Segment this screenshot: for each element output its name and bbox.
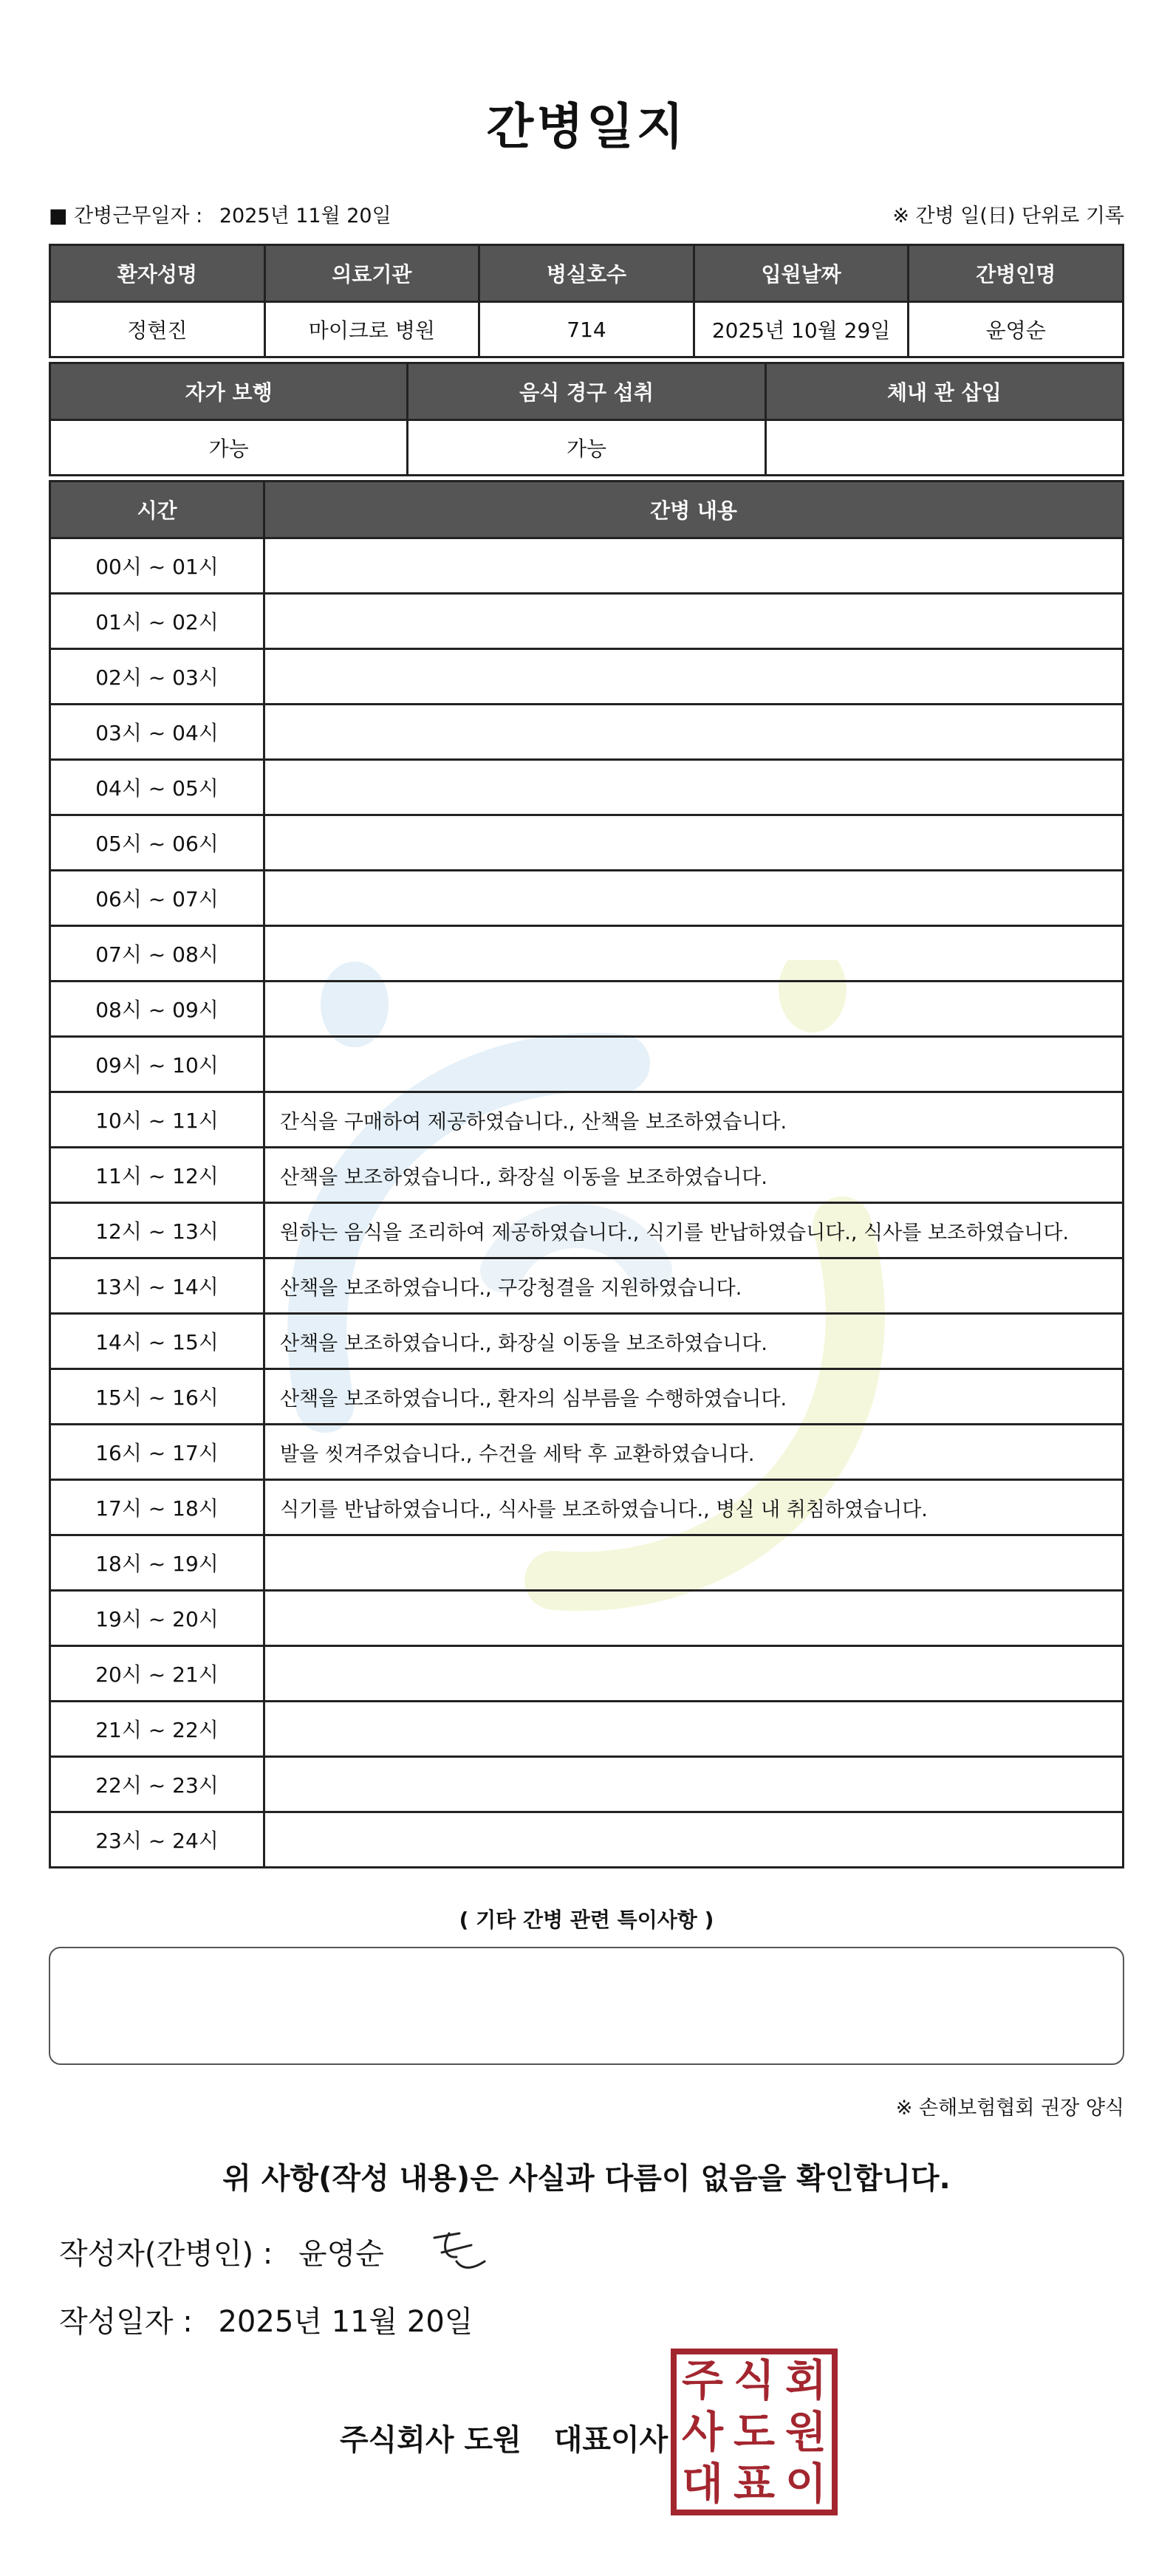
header-tube-insertion: 체내 관 삽입 — [765, 363, 1123, 420]
table-row — [50, 1037, 1124, 1092]
header-hospital: 의료기관 — [264, 245, 479, 302]
time-slot: 07시 ~ 08시 — [50, 926, 264, 982]
seal-char: 주 — [681, 2355, 724, 2405]
care-content — [264, 538, 1124, 594]
table-row — [50, 982, 1124, 1037]
care-log-table — [49, 480, 1124, 1868]
time-slot: 13시 ~ 14시 — [50, 1258, 264, 1314]
time-slot: 11시 ~ 12시 — [50, 1148, 264, 1203]
header-admission-date: 입원날짜 — [694, 245, 909, 302]
admission-date: 2025년 10월 29일 — [694, 302, 909, 357]
company-seal-stamp — [671, 2349, 838, 2515]
care-content: 산책을 보조하였습니다., 화장실 이동을 보조하였습니다. — [264, 1314, 1124, 1369]
writer-line — [59, 2230, 384, 2272]
hospital-name: 마이크로 병원 — [264, 302, 479, 357]
care-content — [264, 1037, 1124, 1092]
table-row — [50, 1702, 1124, 1757]
care-content — [264, 594, 1124, 649]
table-row — [50, 1369, 1124, 1425]
special-notes-title: ( 기타 간병 관련 특이사항 ) — [459, 1908, 714, 1932]
time-slot: 15시 ~ 16시 — [50, 1369, 264, 1425]
time-slot: 09시 ~ 10시 — [50, 1037, 264, 1092]
company-signature-line — [340, 2416, 668, 2459]
table-row — [50, 815, 1124, 871]
table-row — [50, 760, 1124, 815]
time-slot: 08시 ~ 09시 — [50, 982, 264, 1037]
date-line — [59, 2298, 473, 2340]
header-patient-name: 환자성명 — [50, 245, 265, 302]
care-content — [264, 1591, 1124, 1646]
care-content — [264, 760, 1124, 815]
table-row — [50, 1092, 1124, 1148]
header-time: 시간 — [50, 482, 264, 538]
work-date-value: 2025년 11월 20일 — [219, 205, 391, 227]
seal-char: 식 — [733, 2355, 776, 2405]
date-value: 2025년 11월 20일 — [218, 2305, 473, 2339]
table-row — [50, 1591, 1124, 1646]
care-log-body — [50, 538, 1124, 1868]
seal-char: 사 — [681, 2407, 724, 2457]
time-slot: 17시 ~ 18시 — [50, 1480, 264, 1535]
time-slot: 22시 ~ 23시 — [50, 1757, 264, 1812]
care-content: 산책을 보조하였습니다., 환자의 심부름을 수행하였습니다. — [264, 1369, 1124, 1425]
table-row — [50, 705, 1124, 760]
table-row — [50, 538, 1124, 594]
care-content — [264, 1702, 1124, 1757]
care-content — [264, 982, 1124, 1037]
table-row — [50, 1480, 1124, 1535]
table-row — [50, 594, 1124, 649]
header-room: 병실호수 — [479, 245, 694, 302]
time-slot: 14시 ~ 15시 — [50, 1314, 264, 1369]
time-slot: 18시 ~ 19시 — [50, 1535, 264, 1591]
header-care-content: 간병 내용 — [264, 482, 1124, 538]
work-date — [49, 199, 391, 228]
time-slot: 19시 ~ 20시 — [50, 1591, 264, 1646]
date-label: 작성일자 : — [59, 2305, 193, 2339]
table-row — [50, 1535, 1124, 1591]
seal-char: 도 — [733, 2407, 776, 2457]
table-row — [50, 1148, 1124, 1203]
care-content — [264, 1757, 1124, 1812]
page-title: 간병일지 — [486, 98, 687, 155]
time-slot: 23시 ~ 24시 — [50, 1812, 264, 1868]
work-date-label: ■ 간병근무일자 : — [49, 205, 203, 227]
oral-intake-value: 가능 — [408, 420, 765, 476]
table-row — [50, 1812, 1124, 1868]
care-content — [264, 1812, 1124, 1868]
patient-name: 정현진 — [50, 302, 265, 357]
self-walking-value: 가능 — [50, 420, 408, 476]
seal-char: 이 — [784, 2459, 827, 2509]
care-content — [264, 1535, 1124, 1591]
special-notes-box — [49, 1947, 1124, 2065]
time-slot: 05시 ~ 06시 — [50, 815, 264, 871]
care-content — [264, 926, 1124, 982]
seal-char: 원 — [784, 2407, 827, 2457]
care-content: 원하는 음식을 조리하여 제공하였습니다., 식기를 반납하였습니다., 식사를 보조하였습니다. — [264, 1203, 1124, 1258]
seal-char: 표 — [733, 2459, 776, 2509]
time-slot: 04시 ~ 05시 — [50, 760, 264, 815]
writer-name: 윤영순 — [298, 2237, 384, 2271]
care-content: 발을 씻겨주었습니다., 수건을 세탁 후 교환하였습니다. — [264, 1425, 1124, 1480]
writer-label: 작성자(간병인) : — [59, 2237, 273, 2271]
time-slot: 03시 ~ 04시 — [50, 705, 264, 760]
company-name: 주식회사 도원 — [340, 2423, 521, 2457]
caregiver-name: 윤영순 — [909, 302, 1124, 357]
time-slot: 21시 ~ 22시 — [50, 1702, 264, 1757]
time-slot: 02시 ~ 03시 — [50, 649, 264, 705]
header-self-walking: 자가 보행 — [50, 363, 408, 420]
signature-image — [427, 2223, 493, 2282]
time-slot: 06시 ~ 07시 — [50, 871, 264, 926]
room-number: 714 — [479, 302, 694, 357]
care-content: 식기를 반납하였습니다., 식사를 보조하였습니다., 병실 내 취침하였습니다. — [264, 1480, 1124, 1535]
care-content — [264, 1646, 1124, 1702]
patient-info-table — [49, 244, 1124, 358]
header-caregiver: 간병인명 — [909, 245, 1124, 302]
seal-char: 대 — [681, 2459, 724, 2509]
time-slot: 16시 ~ 17시 — [50, 1425, 264, 1480]
header-oral-intake: 음식 경구 섭취 — [408, 363, 765, 420]
care-content — [264, 815, 1124, 871]
care-content — [264, 871, 1124, 926]
seal-char: 회 — [784, 2355, 827, 2405]
care-content — [264, 705, 1124, 760]
table-row — [50, 1314, 1124, 1369]
time-slot: 12시 ~ 13시 — [50, 1203, 264, 1258]
table-row — [50, 926, 1124, 982]
tube-insertion-value — [765, 420, 1123, 476]
record-unit-note: ※ 간병 일(日) 단위로 기록 — [892, 205, 1124, 227]
ceo-title: 대표이사 — [553, 2423, 668, 2457]
care-content: 산책을 보조하였습니다., 화장실 이동을 보조하였습니다. — [264, 1148, 1124, 1203]
confirmation-statement: 위 사항(작성 내용)은 사실과 다름이 없음을 확인합니다. — [222, 2162, 951, 2196]
table-row — [50, 1258, 1124, 1314]
time-slot: 00시 ~ 01시 — [50, 538, 264, 594]
table-row — [50, 1757, 1124, 1812]
table-row — [50, 1203, 1124, 1258]
table-row — [50, 1646, 1124, 1702]
care-content: 간식을 구매하여 제공하였습니다., 산책을 보조하였습니다. — [264, 1092, 1124, 1148]
care-content — [264, 649, 1124, 705]
table-row — [50, 1425, 1124, 1480]
time-slot: 01시 ~ 02시 — [50, 594, 264, 649]
form-note: ※ 손해보험협회 권장 양식 — [895, 2097, 1124, 2120]
care-content: 산책을 보조하였습니다., 구강청결을 지원하였습니다. — [264, 1258, 1124, 1314]
ability-table — [49, 362, 1124, 476]
time-slot: 10시 ~ 11시 — [50, 1092, 264, 1148]
time-slot: 20시 ~ 21시 — [50, 1646, 264, 1702]
table-row — [50, 871, 1124, 926]
table-row — [50, 649, 1124, 705]
